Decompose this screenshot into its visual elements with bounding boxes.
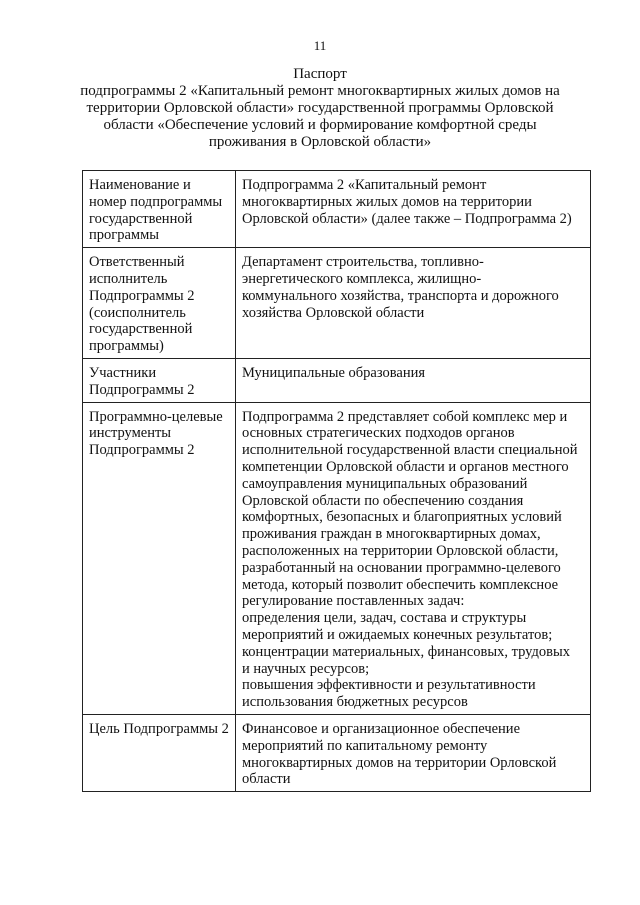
row-value-cell [236, 402, 591, 714]
heading-line: проживания в Орловской области» [208, 134, 432, 150]
row-value-line: разработанный на основании программно-целевого [242, 559, 561, 576]
passport-table [82, 170, 591, 792]
row-label-line: инструменты [89, 425, 172, 442]
row-value-line: концентрации материальных, финансовых, трудовых [242, 643, 570, 660]
row-label-line: номер подпрограммы [89, 193, 223, 210]
row-value-line: проживания граждан в многоквартирных домах, [242, 526, 541, 543]
row-value-cell [236, 714, 591, 791]
row-value-line: использования бюджетных ресурсов [242, 694, 468, 711]
row-value-line: регулирование поставленных задач: [242, 593, 465, 610]
row-value-line: коммунального хозяйства, транспорта и дорожного [242, 287, 559, 304]
row-value-line: исполнительной государственной власти специальной [242, 442, 578, 459]
row-value-line: расположенных на территории Орловской области, [242, 542, 559, 559]
page-number: 11 [313, 38, 327, 53]
row-label-line: государственной [89, 321, 193, 338]
row-label-line: Подпрограммы 2 [89, 287, 195, 304]
row-label-line: Программно-целевые [89, 408, 223, 425]
row-label-line: (соисполнитель [89, 304, 186, 321]
row-value-line: многоквартирных домов на территории Орловской [242, 754, 557, 771]
row-value-line: компетенции Орловской области и органов местного [242, 458, 569, 475]
table-row [83, 171, 591, 248]
table-row [83, 248, 591, 359]
row-value-line: повышения эффективности и результативности [242, 677, 536, 694]
row-label-line: исполнитель [89, 270, 168, 287]
row-value-line: Подпрограмма 2 «Капитальный ремонт [242, 177, 487, 193]
row-value-line: многоквартирных жилых домов на территории [242, 193, 532, 210]
row-value-line: определения цели, задач, состава и структуры [242, 610, 527, 627]
row-value-line: Муниципальные образования [242, 364, 426, 381]
row-value-line: мероприятий и ожидаемых конечных результатов; [242, 626, 553, 643]
row-value-line: Департамент строительства, топливно- [242, 254, 484, 271]
row-value-line: энергетического комплекса, жилищно- [242, 270, 482, 287]
row-value-line: области [242, 771, 291, 788]
heading-line: территории Орловской области» государственной программы Орловской [86, 100, 554, 116]
row-value-cell [236, 358, 591, 402]
table-row [83, 358, 591, 402]
row-value-line: мероприятий по капитальному ремонту [242, 737, 488, 754]
row-value-line: метода, который позволит обеспечить комплексное [242, 576, 559, 593]
row-label-line: государственной [89, 210, 193, 227]
passport-heading [80, 66, 560, 151]
row-label-line: Цель Подпрограммы 2 [89, 720, 229, 737]
row-value-line: и научных ресурсов; [242, 660, 370, 677]
row-label-cell [83, 248, 236, 359]
row-label-line: Подпрограммы 2 [89, 381, 195, 398]
row-value-cell [236, 248, 591, 359]
row-label-cell [83, 171, 236, 248]
row-label-line: Подпрограммы 2 [89, 442, 195, 459]
row-label-cell [83, 714, 236, 791]
row-value-line: основных стратегических подходов органов [242, 425, 515, 442]
heading-title: Паспорт [293, 66, 347, 82]
row-value-line: Орловской области по обеспечению создания [242, 492, 524, 509]
row-value-line: Финансовое и организационное обеспечение [242, 720, 521, 737]
table-row [83, 402, 591, 714]
row-label-cell [83, 402, 236, 714]
passport-table-body [83, 171, 591, 792]
table-row [83, 714, 591, 791]
row-value-line: Подпрограмма 2 представляет собой комплекс мер и [242, 408, 568, 425]
heading-line: подпрограммы 2 «Капитальный ремонт многоквартирных жилых домов на [80, 83, 560, 99]
row-value-line: комфортных, безопасных и благоприятных условий [242, 509, 562, 526]
row-label-line: программы) [89, 338, 164, 355]
row-value-line: Орловской области» (далее также – Подпрограмма 2) [242, 210, 572, 227]
row-label-line: программы [89, 227, 159, 244]
row-label-line: Наименование и [89, 177, 191, 193]
row-value-line: хозяйства Орловской области [242, 304, 425, 321]
row-label-line: Участники [89, 364, 157, 381]
row-value-line: самоуправления муниципальных образований [242, 475, 528, 492]
heading-line: области «Обеспечение условий и формирование комфортной среды [103, 117, 537, 133]
row-label-cell [83, 358, 236, 402]
row-label-line: Ответственный [89, 254, 185, 271]
row-value-cell [236, 171, 591, 248]
